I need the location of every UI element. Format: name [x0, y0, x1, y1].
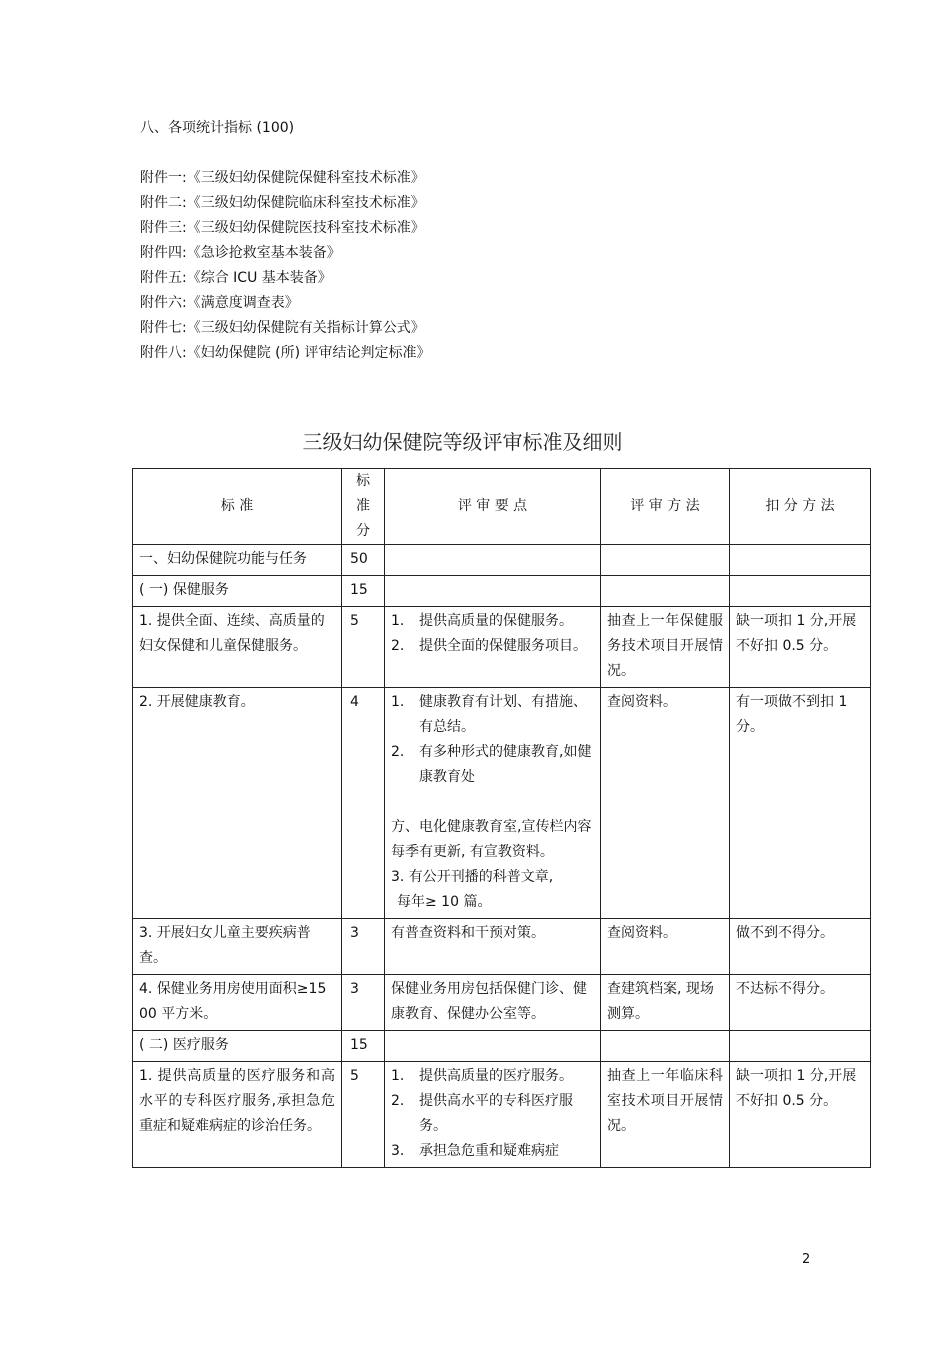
header-method: 评 审 方 法 — [601, 469, 730, 545]
list-text: 提供全面的保健服务项目。 — [419, 638, 587, 654]
deduction-cell: 缺一项扣 1 分,开展不好扣 0.5 分。 — [730, 1062, 871, 1168]
points-item-3-cont: 每年≥ 10 篇。 — [397, 894, 492, 910]
attachment-item: 附件八:《妇幼保健院 (所) 评审结论判定标准》 — [140, 345, 431, 361]
table-header-row — [133, 469, 871, 545]
header-score-char: 分 — [356, 523, 370, 539]
subsection-score: 15 — [342, 1031, 385, 1062]
table-row — [133, 576, 871, 607]
criteria-table — [132, 468, 871, 1168]
list-item — [391, 1139, 594, 1164]
score-cell: 3 — [342, 919, 385, 975]
points-cell — [385, 688, 601, 919]
score-cell: 3 — [342, 975, 385, 1031]
section-heading: 八、各项统计指标 (100) — [140, 120, 295, 136]
table-row — [133, 1031, 871, 1062]
empty-cell — [730, 1031, 871, 1062]
method-cell: 查建筑档案, 现场测算。 — [601, 975, 730, 1031]
list-item — [391, 634, 594, 659]
table-row — [133, 919, 871, 975]
score-cell: 5 — [342, 1062, 385, 1168]
empty-cell — [385, 545, 601, 576]
standard-cell: 2. 开展健康教育。 — [133, 688, 342, 919]
score-cell: 5 — [342, 607, 385, 688]
table-row — [133, 607, 871, 688]
table-row — [133, 545, 871, 576]
subsection-label: ( 一) 保健服务 — [133, 576, 342, 607]
table-row — [133, 688, 871, 919]
list-item — [391, 1089, 594, 1139]
header-score-char: 标 — [356, 473, 370, 489]
attachment-item: 附件五:《综合 ICU 基本装备》 — [140, 270, 332, 286]
header-score-char: 准 — [356, 498, 370, 514]
list-number: 1. — [391, 1068, 405, 1084]
empty-cell — [385, 576, 601, 607]
header-points: 评 审 要 点 — [385, 469, 601, 545]
list-number: 2. — [391, 1093, 405, 1109]
table-row — [133, 1062, 871, 1168]
empty-cell — [730, 545, 871, 576]
list-item — [391, 609, 594, 634]
section-score: 50 — [342, 545, 385, 576]
list-item — [391, 740, 594, 790]
deduction-cell: 有一项做不到扣 1 分。 — [730, 688, 871, 919]
list-number: 1. — [391, 613, 405, 629]
section-label: 一、妇幼保健院功能与任务 — [133, 545, 342, 576]
list-text: 提供高质量的医疗服务。 — [419, 1068, 573, 1084]
deduction-cell: 不达标不得分。 — [730, 975, 871, 1031]
list-text: 提供高水平的专科医疗服务。 — [419, 1093, 573, 1134]
method-cell: 抽查上一年保健服务技术项目开展情况。 — [601, 607, 730, 688]
list-text: 有多种形式的健康教育,如健康教育处 — [419, 744, 592, 785]
score-cell: 4 — [342, 688, 385, 919]
header-deduction: 扣 分 方 法 — [730, 469, 871, 545]
list-text: 健康教育有计划、有措施、有总结。 — [419, 694, 587, 735]
attachment-item: 附件四:《急诊抢救室基本装备》 — [140, 245, 341, 261]
standard-cell: 3. 开展妇女儿童主要疾病普查。 — [133, 919, 342, 975]
attachment-item: 附件二:《三级妇幼保健院临床科室技术标准》 — [140, 195, 425, 211]
standard-cell: 4. 保健业务用房使用面积≥1500 平方米。 — [133, 975, 342, 1031]
list-number: 2. — [391, 638, 405, 654]
paragraph-gap — [391, 790, 594, 815]
standard-cell: 1. 提供高质量的医疗服务和高水平的专科医疗服务,承担急危重症和疑难病症的诊治任务。 — [133, 1062, 342, 1168]
points-cell — [385, 607, 601, 688]
standard-cell: 1. 提供全面、连续、高质量的妇女保健和儿童保健服务。 — [133, 607, 342, 688]
list-text: 提供高质量的保健服务。 — [419, 613, 573, 629]
attachment-item: 附件七:《三级妇幼保健院有关指标计算公式》 — [140, 320, 425, 336]
attachment-item: 附件三:《三级妇幼保健院医技科室技术标准》 — [140, 220, 425, 236]
points-list — [391, 690, 594, 790]
attachment-item: 附件一:《三级妇幼保健院保健科室技术标准》 — [140, 170, 425, 186]
deduction-cell: 缺一项扣 1 分,开展不好扣 0.5 分。 — [730, 607, 871, 688]
document-title: 三级妇幼保健院等级评审标准及细则 — [302, 430, 623, 454]
empty-cell — [601, 545, 730, 576]
attachment-list — [140, 168, 431, 368]
attachment-item: 附件六:《满意度调查表》 — [140, 295, 299, 311]
subsection-label: ( 二) 医疗服务 — [133, 1031, 342, 1062]
list-number: 1. — [391, 694, 405, 710]
deduction-cell: 做不到不得分。 — [730, 919, 871, 975]
list-item — [391, 1064, 594, 1089]
empty-cell — [385, 1031, 601, 1062]
list-number: 2. — [391, 744, 405, 760]
empty-cell — [601, 576, 730, 607]
points-list — [391, 1064, 594, 1164]
header-standard: 标 准 — [133, 469, 342, 545]
points-continuation: 方、电化健康教育室,宣传栏内容每季有更新, 有宣教资料。 — [391, 819, 592, 860]
points-cell — [385, 1062, 601, 1168]
list-text: 承担急危重和疑难病症 — [419, 1143, 559, 1159]
method-cell: 抽查上一年临床科室技术项目开展情况。 — [601, 1062, 730, 1168]
subsection-score: 15 — [342, 576, 385, 607]
list-number: 3. — [391, 1143, 405, 1159]
points-list — [391, 609, 594, 659]
header-score — [342, 469, 385, 545]
page-number: 2 — [802, 1252, 811, 1267]
method-cell: 查阅资料。 — [601, 919, 730, 975]
points-item-3: 3. 有公开刊播的科普文章, — [391, 869, 554, 885]
points-cell: 保健业务用房包括保健门诊、健康教育、保健办公室等。 — [385, 975, 601, 1031]
points-cell: 有普查资料和干预对策。 — [385, 919, 601, 975]
list-item — [391, 690, 594, 740]
table-row — [133, 975, 871, 1031]
empty-cell — [730, 576, 871, 607]
empty-cell — [601, 1031, 730, 1062]
method-cell: 查阅资料。 — [601, 688, 730, 919]
